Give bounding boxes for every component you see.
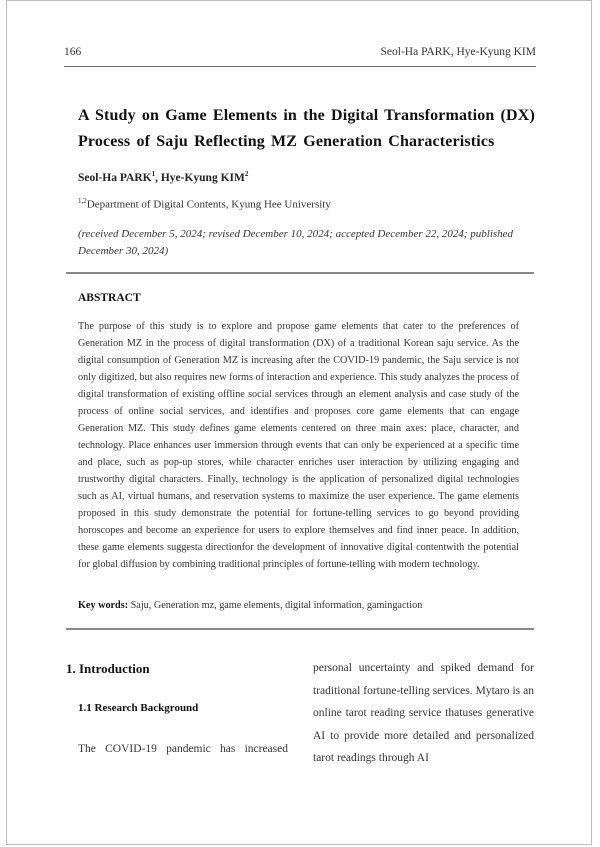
abstract-bottom-rule (66, 628, 534, 630)
keywords-text: Saju, Generation mz, game elements, digital information, gamingaction (130, 600, 423, 611)
abstract-heading: ABSTRACT (78, 292, 141, 304)
keywords-label: Key words: (78, 600, 129, 611)
subsection-heading-research-background: 1.1 Research Background (78, 702, 199, 714)
author-2-sup: 2 (244, 170, 249, 178)
affiliation-text: Department of Digital Contents, Kyung Hee University (86, 198, 331, 211)
publication-dates: (received December 5, 2024; revised December 10, 2024; accepted December 22, 2024; published December 30, 2024) (78, 228, 514, 257)
intro-right-column-text: personal uncertainty and spiked demand for traditional fortune-telling services. Mytaro is an online tarot reading service thatuses generative AI to provide more detailed and personalized tarot readings through AI (313, 662, 534, 764)
affiliation (78, 197, 331, 211)
abstract-body: The purpose of this study is to explore and propose game elements that cater to the preferences of Generation MZ in the process of digital transformation (DX) of a traditional Korean saju service. As the digital consumption of Generation MZ is increasing after the COVID-19 pandemic, the Saju service is not only digitized, but also requires new forms of interaction and experience. This study analyzes the process of digital transformation of existing offline social services through an element analysis and case study of the process of online social services, and identifies and proposes core game elements that can engage Generation MZ. This study defines game elements centered on three main axes: place, character, and technology. Place enhances user immersion through events that can only be experienced at a specific time and place, such as pop-up stores, while character enriches user interaction by utilizing engaging and trustworthy digital characters. Finally, technology is the application of personalized digital technologies such as AI, virtual humans, and reservation systems to maximize the user experience. The game elements proposed in this study demonstrate the potential for fortune-telling services to go beyond providing horoscopes and become an experience for users to explore themselves and find inner peace. In addition, these game elements suggesta directionfor the development of innovative digital contentwith the potential for global diffusion by combining traditional principles of fortune-telling with modern technology. (78, 321, 519, 570)
author-line: Seol-Ha PARK$^1$, Hye-Kyung KIM$^2$ (78, 170, 249, 184)
running-head: Seol-Ha PARK, Hye-Kyung KIM (380, 46, 536, 58)
intro-left-column-text: The COVID-19 pandemic has increased (78, 743, 288, 755)
author-2: Hye-Kyung KIM (160, 171, 245, 184)
header-rule (64, 66, 536, 67)
author-1: Seol-Ha PARK (78, 171, 152, 184)
keywords (78, 600, 519, 611)
paper-title: A Study on Game Elements in the Digital Transformation (DX) Process of Saju Reflecting MZ Generation Characteristics (78, 107, 535, 150)
section-heading-introduction: 1. Introduction (66, 661, 150, 676)
page-number: 166 (64, 46, 82, 58)
abstract-top-rule (66, 272, 534, 274)
affiliation-sup: 1,2 (78, 197, 87, 205)
author-1-sup: 1 (151, 170, 156, 178)
